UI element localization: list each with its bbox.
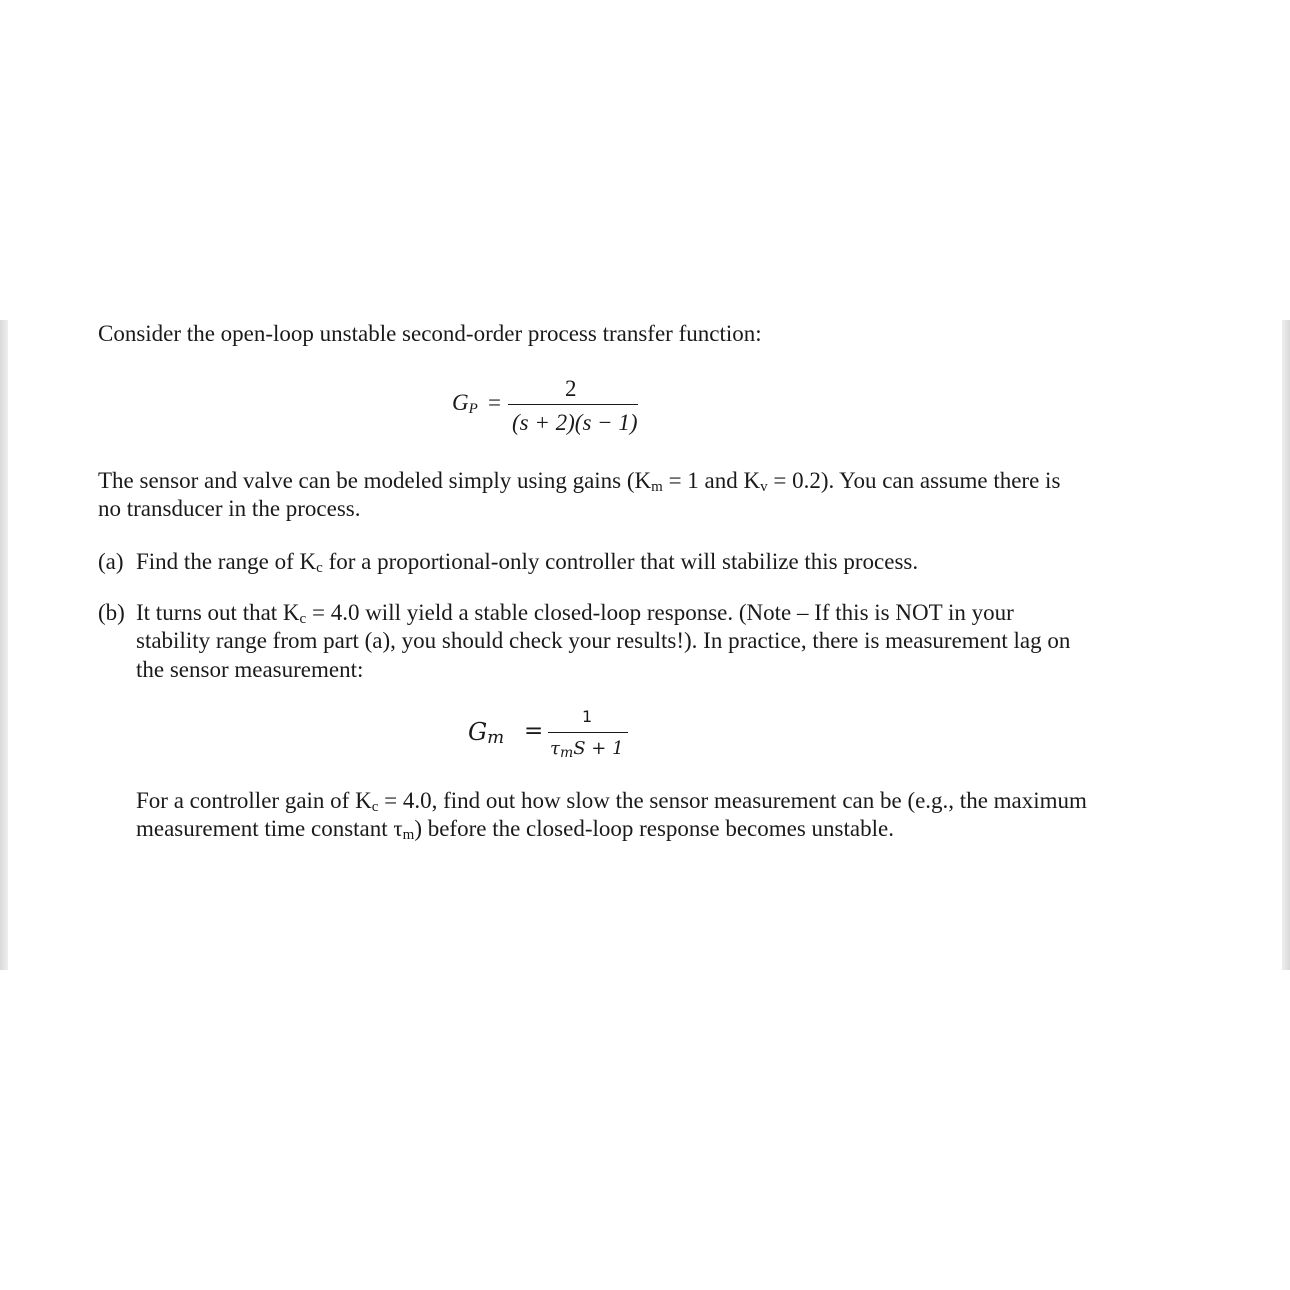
part-a-label: (a): [98, 549, 124, 574]
eq2-denominator: τmS + 1: [550, 738, 624, 761]
sensor-valve-text: The sensor and valve can be modeled simply using gains ($K_m = 1$ and $K_v = 0.2$). You can assume there is: [98, 468, 1061, 495]
eq1-numerator: 2: [565, 376, 577, 401]
sensor-valve-text-line2: no transducer in the process.: [98, 496, 361, 521]
part-b: [98, 599, 125, 627]
eq1-fraction-bar: [508, 404, 638, 405]
part-a-text: Find the range of $K_c$ for a proportional-only controller that will stabilize this process.: [136, 549, 919, 576]
eq2-fraction-bar: [548, 732, 628, 733]
part-b-line3: the sensor measurement:: [136, 657, 364, 682]
eq2-equals: =: [524, 718, 544, 744]
part-a: [98, 548, 124, 576]
final-question-line1: For a controller gain of $K_c = 4.0$, find out how slow the sensor measurement can be (e.g., the maximum: [136, 788, 1087, 815]
equation-gm: [468, 702, 648, 772]
part-b-line2: stability range from part (a), you should check your results!). In practice, there is measurement lag on: [136, 628, 1071, 653]
eq1-denominator: (s + 2)(s − 1): [512, 410, 638, 435]
eq2-lhs: Gm: [468, 718, 505, 748]
eq1-lhs: $G_P$: [452, 390, 478, 417]
final-question-line2: measurement time constant $\tau_m$) before the closed-loop response becomes unstable.: [136, 816, 894, 843]
eq2-numerator: 1: [582, 707, 593, 726]
part-b-label: (b): [98, 600, 125, 625]
eq1-equals: =: [488, 390, 501, 415]
part-b-line1: It turns out that $K_c = 4.0$ will yield a stable closed-loop response. (Note – If this is NOT in your: [136, 600, 1014, 627]
equation-gp: [450, 372, 650, 442]
intro-text: Consider the open-loop unstable second-order process transfer function:: [98, 321, 762, 346]
